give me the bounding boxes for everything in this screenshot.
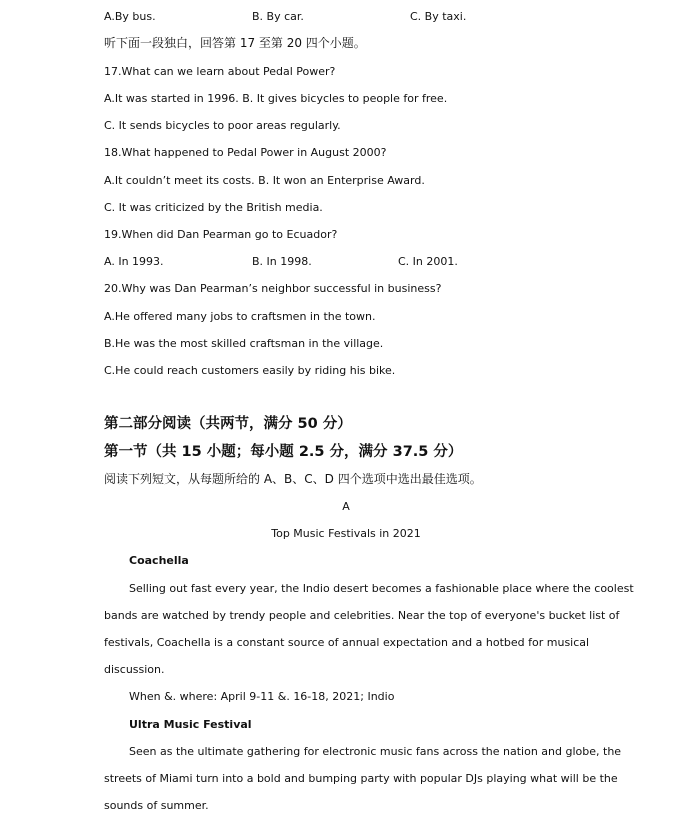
q17-stem: 17.What can we learn about Pedal Power? [104, 65, 336, 78]
q20-option-a: A.He offered many jobs to craftsmen in the town. [104, 310, 376, 323]
coachella-heading: Coachella [129, 554, 189, 567]
reading-instruction: 阅读下列短文，从每题所给的 A、B、C、D 四个选项中选出最佳选项。 [104, 472, 482, 486]
coachella-paragraph-line3: festivals, Coachella is a constant source of annual expectation and a hotbed for musical [104, 636, 590, 649]
section1-heading: 第一节（共 15 小题；每小题 2.5 分，满分 37.5 分） [104, 444, 463, 460]
passage-letter: A [342, 500, 350, 513]
q19-option-b: B. In 1998. [252, 255, 312, 268]
part2-heading: 第二部分阅读（共两节，满分 50 分） [104, 416, 352, 432]
ultra-heading: Ultra Music Festival [129, 718, 252, 731]
coachella-paragraph-line2: bands are watched by trendy people and celebrities. Near the top of everyone's bucket list of [104, 609, 620, 622]
q16-option-a: A.By bus. [104, 10, 156, 23]
q18-options-line1: A.It couldn’t meet its costs. B. It won an Enterprise Award. [104, 174, 425, 187]
q19-option-c: C. In 2001. [398, 255, 458, 268]
q16-option-b: B. By car. [252, 10, 304, 23]
q16-option-c: C. By taxi. [410, 10, 467, 23]
q19-stem: 19.When did Dan Pearman go to Ecuador? [104, 228, 338, 241]
ultra-paragraph-line1: Seen as the ultimate gathering for electronic music fans across the nation and globe, the [129, 745, 622, 758]
q20-option-c: C.He could reach customers easily by riding his bike. [104, 364, 396, 377]
coachella-paragraph-line1: Selling out fast every year, the Indio desert becomes a fashionable place where the coolest [129, 582, 634, 595]
passage-title: Top Music Festivals in 2021 [271, 527, 421, 540]
q17-options-line2: C. It sends bicycles to poor areas regularly. [104, 119, 341, 132]
ultra-paragraph-line2: streets of Miami turn into a bold and bumping party with popular DJs playing what will be the [104, 772, 618, 785]
q19-option-a: A. In 1993. [104, 255, 164, 268]
q20-stem: 20.Why was Dan Pearman’s neighbor successful in business? [104, 282, 442, 295]
q20-option-b: B.He was the most skilled craftsman in the village. [104, 337, 384, 350]
q18-stem: 18.What happened to Pedal Power in August 2000? [104, 146, 387, 159]
ultra-paragraph-line3: sounds of summer. [104, 799, 209, 812]
coachella-when-where: When &. where: April 9-11 &. 16-18, 2021; Indio [129, 690, 395, 703]
q18-options-line2: C. It was criticized by the British media. [104, 201, 323, 214]
coachella-paragraph-line4: discussion. [104, 663, 165, 676]
q17-options-line1: A.It was started in 1996. B. It gives bicycles to people for free. [104, 92, 448, 105]
listening-instruction: 听下面一段独白，回答第 17 至第 20 四个小题。 [104, 36, 366, 50]
